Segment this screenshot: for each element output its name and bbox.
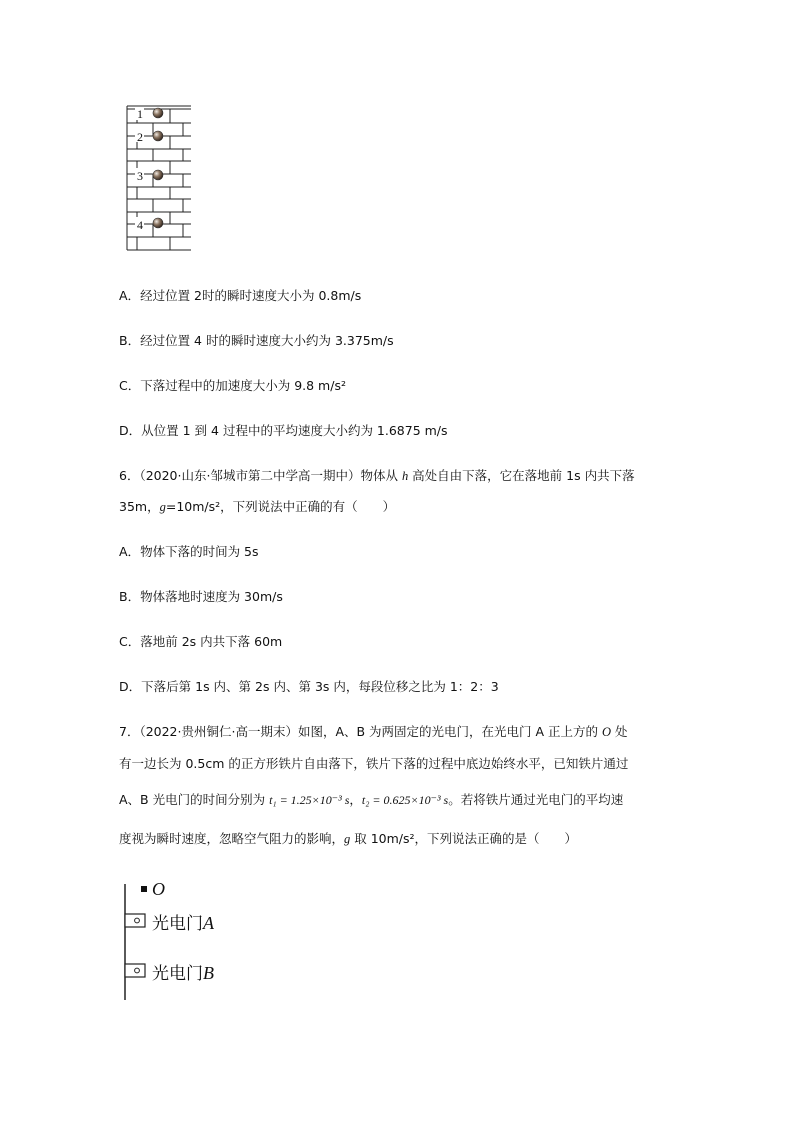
option-text: 从位置 1 到 4 过程中的平均速度大小约为 1.6875 m/s: [141, 423, 448, 438]
option-text: 经过位置 4 时的瞬时速度大小约为 3.375m/s: [140, 333, 394, 348]
photogate-b-label: 光电门B: [152, 963, 214, 984]
option-letter: C．: [119, 378, 141, 393]
q6-option-a[interactable]: [119, 543, 259, 561]
position-label-3: 3: [137, 169, 143, 183]
q7-stem-line-3: A、B 光电门的时间分别为 t₁ = 1.25×10⁻³ s，t₂ = 0.625×10⁻³ s。若将铁片通过光电门的平均速: [119, 792, 624, 807]
option-letter: A．: [119, 288, 141, 303]
q6-stem-line-2: 35m，g=10m/s²，下列说法中正确的有（ ）: [119, 499, 396, 514]
option-letter: B．: [119, 333, 141, 348]
variable-g: g: [344, 832, 351, 846]
q6-stem-line-1: 6．（2020·山东·邹城市第二中学高一期中）物体从 h 高处自由下落，它在落地前 1s 内共下落: [119, 468, 635, 483]
ball-position-3: [153, 170, 163, 180]
ball-position-4: [153, 218, 163, 228]
q7-stem-line-4: 度视为瞬时速度，忽略空气阻力的影响，g 取 10m/s²，下列说法正确的是（ ）: [119, 831, 578, 846]
position-label-4: 4: [137, 218, 143, 232]
position-label-1: 1: [137, 107, 143, 121]
q6-option-d[interactable]: [119, 678, 499, 696]
brick-wall-figure: [125, 100, 195, 255]
variable-g: g: [159, 500, 166, 514]
iron-piece-square: [141, 886, 147, 892]
option-letter: A．: [119, 544, 141, 559]
option-text: 下落后第 1s 内、第 2s 内、第 3s 内，每段位移之比为 1：2：3: [141, 679, 499, 694]
variable-o: O: [602, 725, 612, 739]
photogate-a-label: 光电门A: [152, 913, 214, 934]
ball-position-2: [153, 131, 163, 141]
q5-option-a[interactable]: [119, 287, 361, 305]
ball-position-1: [153, 108, 163, 118]
option-text: 下落过程中的加速度大小为 9.8 m/s²: [140, 378, 346, 393]
q5-option-c[interactable]: [119, 377, 346, 395]
variable-h: h: [401, 469, 409, 483]
q5-option-d[interactable]: [119, 422, 448, 440]
photogate-figure: [118, 878, 248, 1008]
option-letter: D．: [119, 679, 142, 694]
q7-stem-line-2: 有一边长为 0.5cm 的正方形铁片自由落下，铁片下落的过程中底边始终水平，已知铁片通过: [119, 756, 629, 771]
point-o-label: O: [152, 879, 165, 899]
q6-option-c[interactable]: [119, 633, 282, 651]
q6-option-b[interactable]: [119, 588, 283, 606]
t1-expression: t₁ = 1.25×10⁻³ s: [269, 793, 350, 807]
t2-expression: t₂ = 0.625×10⁻³ s: [361, 793, 449, 807]
option-text: 物体落地时速度为 30m/s: [140, 589, 283, 604]
option-text: 经过位置 2时的瞬时速度大小为 0.8m/s: [140, 288, 362, 303]
option-letter: B．: [119, 589, 141, 604]
option-letter: C．: [119, 634, 141, 649]
option-text: 落地前 2s 内共下落 60m: [140, 634, 283, 649]
q7-stem-line-1: 7．（2022·贵州铜仁·高一期末）如图，A、B 为两固定的光电门，在光电门 A 正上方的 O 处: [119, 724, 628, 739]
option-text: 物体下落的时间为 5s: [140, 544, 259, 559]
position-label-2: 2: [137, 130, 143, 144]
option-letter: D．: [119, 423, 142, 438]
q5-option-b[interactable]: [119, 332, 394, 350]
